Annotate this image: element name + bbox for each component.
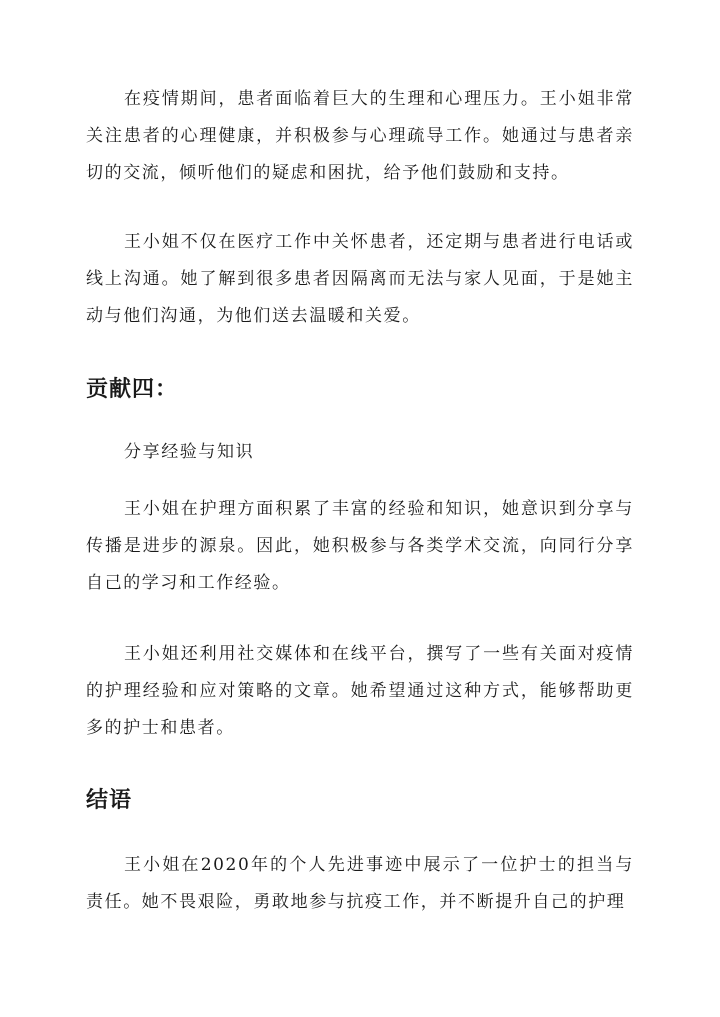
paragraph-psychological-care: 在疫情期间，患者面临着巨大的生理和心理压力。王小姐非常关注患者的心理健康，并积极参与心理疏导工作。她通过与患者亲切的交流，倾听他们的疑虑和困扰，给予他们鼓励和支持。 bbox=[86, 89, 634, 183]
paragraph-remote-communication: 王小姐不仅在医疗工作中关怀患者，还定期与患者进行电话或线上沟通。她了解到很多患者因隔离而无法与家人见面，于是她主动与他们沟通，为他们送去温暖和关爱。 bbox=[86, 232, 634, 326]
section-heading-contribution-4: 贡献四： bbox=[86, 376, 179, 402]
paragraph-online-articles: 王小姐还利用社交媒体和在线平台，撰写了一些有关面对疫情的护理经验和应对策略的文章。她希望通过这种方式，能够帮助更多的护士和患者。 bbox=[86, 644, 634, 738]
paragraph-conclusion: 王小姐在2020年的个人先进事迹中展示了一位护士的担当与责任。她不畏艰险，勇敢地参与抗疫工作，并不断提升自己的护理 bbox=[86, 855, 634, 912]
paragraph-academic-exchange: 王小姐在护理方面积累了丰富的经验和知识，她意识到分享与传播是进步的源泉。因此，她积极参与各类学术交流，向同行分享自己的学习和工作经验。 bbox=[86, 499, 634, 593]
section-heading-conclusion: 结语 bbox=[86, 787, 133, 813]
section-subheading-share-knowledge: 分享经验与知识 bbox=[124, 442, 255, 462]
